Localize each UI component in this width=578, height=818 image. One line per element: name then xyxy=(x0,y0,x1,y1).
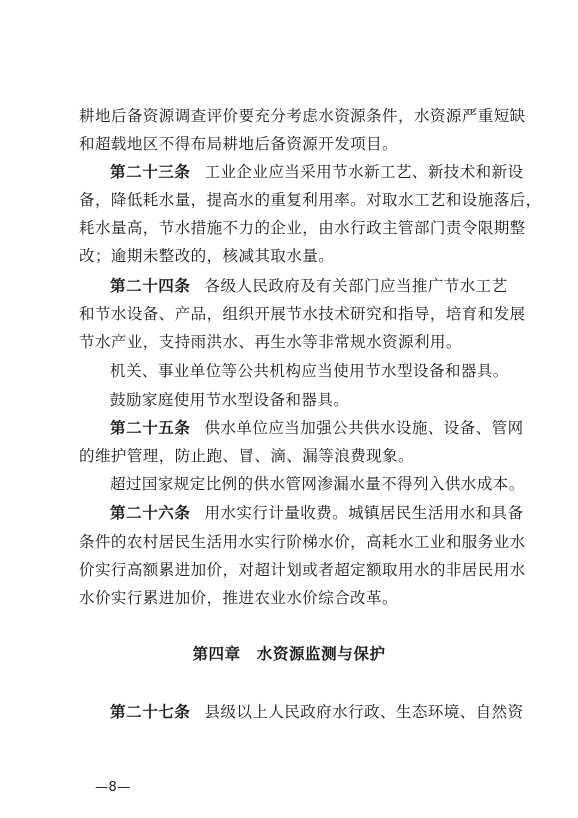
text-line: 节水产业，支持雨洪水、再生水等非常规水资源利用。 xyxy=(79,333,462,351)
article-24-first-line xyxy=(110,276,509,296)
text-line: 水价实行累进加价，推进农业水价综合改革。 xyxy=(79,589,399,607)
text-line: 耕地后备资源调查评价要充分考虑水资源条件，水资源严重短缺 xyxy=(79,107,526,125)
text-line: 条件的农村居民生活用水实行阶梯水价，高耗水工业和服务业水 xyxy=(79,533,526,551)
page-number: —8— xyxy=(95,780,131,795)
article-26-first-line xyxy=(110,503,524,523)
text-line: 耗水量高，节水措施不力的企业，由水行政主管部门责令限期整 xyxy=(79,219,526,237)
text-line: 超过国家规定比例的供水管网渗漏水量不得列入供水成本。 xyxy=(110,475,525,493)
text-line: 鼓励家庭使用节水型设备和器具。 xyxy=(110,391,350,409)
article-number: 第二十七条 xyxy=(110,703,191,721)
article-27-first-line xyxy=(110,702,524,722)
text-line: 价实行高额累进加价，对超计划或者超定额取用水的非居民用水 xyxy=(79,561,526,579)
article-25-first-line xyxy=(110,418,524,438)
text-line: 备，降低耗水量，提高水的重复利用率。对取水工艺和设施落后， xyxy=(79,191,542,209)
article-number: 第二十四条 xyxy=(110,277,191,295)
text-line: 和节水设备、产品，组织开展节水技术研究和指导，培育和发展 xyxy=(79,305,526,323)
chapter-heading xyxy=(0,644,578,664)
text-span: 工业企业应当采用节水新工艺、新技术和新设 xyxy=(204,163,524,181)
article-number: 第二十五条 xyxy=(110,419,191,437)
text-span: 县级以上人民政府水行政、生态环境、自然资 xyxy=(204,703,524,721)
article-number: 第二十六条 xyxy=(110,504,191,522)
text-line: 机关、事业单位等公共机构应当使用节水型设备和器具。 xyxy=(110,362,509,380)
text-span: 供水单位应当加强公共供水设施、设备、管网 xyxy=(204,419,524,437)
text-span: 用水实行计量收费。城镇居民生活用水和具备 xyxy=(204,504,524,522)
text-line: 的维护管理，防止跑、冒、滴、漏等浪费现象。 xyxy=(79,447,414,465)
text-span: 各级人民政府及有关部门应当推广节水工艺 xyxy=(204,277,508,295)
text-line: 改；逾期未整改的，核减其取水量。 xyxy=(79,247,335,265)
chapter-title: 水资源监测与保护 xyxy=(256,645,386,663)
article-number: 第二十三条 xyxy=(110,163,191,181)
chapter-number: 第四章 xyxy=(192,645,241,663)
article-23-first-line xyxy=(110,162,524,182)
text-line: 和超载地区不得布局耕地后备资源开发项目。 xyxy=(79,135,399,153)
